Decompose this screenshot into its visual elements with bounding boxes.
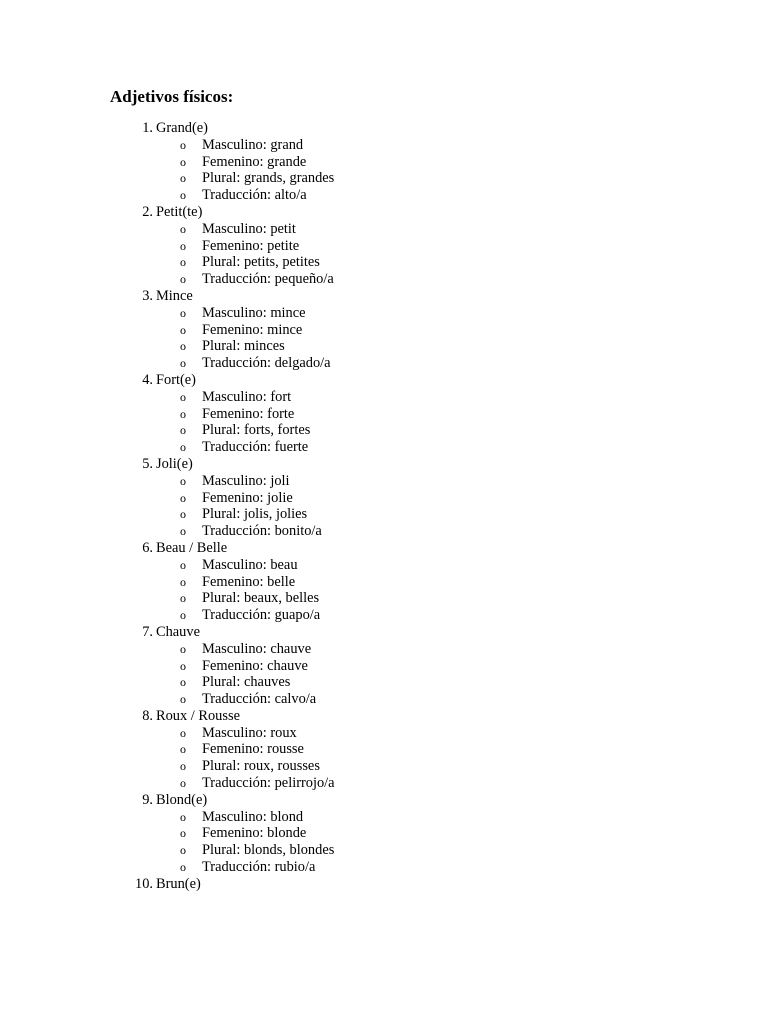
list-item [0, 204, 768, 288]
list-item-number: 9. [142, 791, 153, 808]
detail-item [0, 859, 768, 876]
detail-item [0, 741, 768, 758]
circle-bullet-icon: o [180, 742, 186, 757]
detail-text: Masculino: fort [202, 388, 292, 405]
circle-bullet-icon: o [180, 725, 186, 740]
detail-text: Plural: chauves [202, 674, 291, 691]
list-item-heading [0, 372, 768, 389]
detail-item [0, 170, 768, 187]
list-item-heading [0, 624, 768, 641]
detail-list [0, 557, 768, 624]
circle-bullet-icon: o [180, 339, 186, 354]
detail-item [0, 691, 768, 708]
circle-bullet-icon: o [180, 591, 186, 606]
detail-item [0, 506, 768, 523]
adjective-name: Roux / Rousse [156, 707, 240, 724]
list-item-number: 5. [142, 455, 153, 472]
circle-bullet-icon: o [180, 171, 186, 186]
detail-item [0, 523, 768, 540]
circle-bullet-icon: o [180, 490, 186, 505]
detail-item [0, 641, 768, 658]
detail-item [0, 389, 768, 406]
circle-bullet-icon: o [180, 692, 186, 707]
list-item-heading [0, 792, 768, 809]
detail-item [0, 137, 768, 154]
detail-list [0, 641, 768, 708]
detail-text: Masculino: joli [202, 472, 290, 489]
detail-text: Plural: minces [202, 338, 285, 355]
circle-bullet-icon: o [180, 255, 186, 270]
circle-bullet-icon: o [180, 473, 186, 488]
list-item-heading [0, 204, 768, 221]
list-item [0, 708, 768, 792]
detail-text: Plural: forts, fortes [202, 422, 311, 439]
circle-bullet-icon: o [180, 406, 186, 421]
circle-bullet-icon: o [180, 675, 186, 690]
detail-text: Femenino: jolie [202, 489, 293, 506]
detail-text: Femenino: petite [202, 237, 300, 254]
detail-item [0, 557, 768, 574]
detail-text: Traducción: rubio/a [202, 859, 316, 876]
detail-list [0, 137, 768, 204]
list-item-number: 10. [135, 875, 153, 892]
circle-bullet-icon: o [180, 809, 186, 824]
detail-item [0, 187, 768, 204]
detail-item [0, 154, 768, 171]
detail-item [0, 674, 768, 691]
list-item-heading [0, 288, 768, 305]
list-item [0, 792, 768, 876]
circle-bullet-icon: o [180, 524, 186, 539]
circle-bullet-icon: o [180, 356, 186, 371]
list-item-number: 3. [142, 287, 153, 304]
detail-list [0, 305, 768, 372]
detail-item [0, 607, 768, 624]
detail-item [0, 305, 768, 322]
circle-bullet-icon: o [180, 322, 186, 337]
list-item [0, 456, 768, 540]
detail-text: Traducción: pelirrojo/a [202, 775, 335, 792]
detail-list [0, 389, 768, 456]
detail-item [0, 842, 768, 859]
detail-text: Femenino: blonde [202, 825, 307, 842]
circle-bullet-icon: o [180, 389, 186, 404]
circle-bullet-icon: o [180, 137, 186, 152]
circle-bullet-icon: o [180, 843, 186, 858]
detail-text: Masculino: beau [202, 556, 298, 573]
adjective-list [0, 120, 768, 893]
list-item-number: 6. [142, 539, 153, 556]
detail-list [0, 725, 768, 792]
detail-text: Traducción: bonito/a [202, 523, 322, 540]
detail-text: Femenino: mince [202, 321, 303, 338]
list-item-heading [0, 876, 768, 893]
circle-bullet-icon: o [180, 759, 186, 774]
detail-list [0, 473, 768, 540]
adjective-name: Brun(e) [156, 875, 201, 892]
circle-bullet-icon: o [180, 608, 186, 623]
detail-text: Femenino: forte [202, 405, 295, 422]
detail-text: Masculino: grand [202, 136, 304, 153]
circle-bullet-icon: o [180, 440, 186, 455]
detail-item [0, 825, 768, 842]
circle-bullet-icon: o [180, 776, 186, 791]
adjective-name: Grand(e) [156, 120, 208, 136]
adjective-name: Fort(e) [156, 371, 196, 388]
list-item [0, 540, 768, 624]
circle-bullet-icon: o [180, 658, 186, 673]
detail-item [0, 422, 768, 439]
list-item-heading [0, 120, 768, 137]
circle-bullet-icon: o [180, 238, 186, 253]
detail-text: Femenino: grande [202, 153, 307, 170]
list-item [0, 624, 768, 708]
list-item-number: 1. [142, 120, 153, 136]
detail-text: Traducción: pequeño/a [202, 271, 334, 288]
circle-bullet-icon: o [180, 188, 186, 203]
document-title: Adjetivos físicos: [110, 87, 234, 106]
circle-bullet-icon: o [180, 557, 186, 572]
list-item-number: 7. [142, 623, 153, 640]
detail-item [0, 809, 768, 826]
detail-item [0, 406, 768, 423]
detail-text: Plural: grands, grandes [202, 170, 335, 187]
circle-bullet-icon: o [180, 641, 186, 656]
detail-item [0, 725, 768, 742]
list-item [0, 288, 768, 372]
circle-bullet-icon: o [180, 305, 186, 320]
detail-text: Plural: blonds, blondes [202, 842, 335, 859]
adjective-name: Petit(te) [156, 203, 203, 220]
detail-item [0, 254, 768, 271]
circle-bullet-icon: o [180, 826, 186, 841]
detail-item [0, 338, 768, 355]
detail-text: Traducción: calvo/a [202, 691, 317, 708]
detail-item [0, 758, 768, 775]
detail-text: Traducción: fuerte [202, 439, 309, 456]
adjective-name: Joli(e) [156, 455, 193, 472]
circle-bullet-icon: o [180, 574, 186, 589]
detail-text: Masculino: roux [202, 724, 297, 741]
circle-bullet-icon: o [180, 507, 186, 522]
list-item-number: 4. [142, 371, 153, 388]
detail-item [0, 490, 768, 507]
list-item-heading [0, 456, 768, 473]
list-item [0, 372, 768, 456]
circle-bullet-icon: o [180, 154, 186, 169]
detail-text: Masculino: chauve [202, 640, 312, 657]
detail-item [0, 322, 768, 339]
circle-bullet-icon: o [180, 423, 186, 438]
list-item-heading [0, 540, 768, 557]
detail-text: Masculino: blond [202, 808, 304, 825]
detail-text: Traducción: delgado/a [202, 355, 331, 372]
circle-bullet-icon: o [180, 272, 186, 287]
detail-text: Plural: roux, rousses [202, 758, 320, 775]
detail-item [0, 238, 768, 255]
list-item [0, 120, 768, 204]
detail-item [0, 221, 768, 238]
detail-item [0, 775, 768, 792]
list-item-number: 2. [142, 203, 153, 220]
detail-text: Plural: petits, petites [202, 254, 320, 271]
detail-list [0, 221, 768, 288]
circle-bullet-icon: o [180, 860, 186, 875]
adjective-name: Blond(e) [156, 791, 208, 808]
detail-text: Masculino: mince [202, 304, 306, 321]
list-item [0, 876, 768, 893]
list-item-number: 8. [142, 707, 153, 724]
detail-text: Femenino: rousse [202, 741, 304, 758]
detail-text: Femenino: chauve [202, 657, 308, 674]
detail-item [0, 574, 768, 591]
detail-item [0, 271, 768, 288]
detail-text: Masculino: petit [202, 220, 296, 237]
detail-text: Traducción: guapo/a [202, 607, 321, 624]
detail-text: Femenino: belle [202, 573, 296, 590]
circle-bullet-icon: o [180, 221, 186, 236]
adjective-name: Mince [156, 287, 193, 304]
detail-text: Plural: beaux, belles [202, 590, 320, 607]
detail-item [0, 473, 768, 490]
detail-item [0, 658, 768, 675]
detail-text: Plural: jolis, jolies [202, 506, 308, 523]
detail-list [0, 809, 768, 876]
detail-item [0, 355, 768, 372]
detail-text: Traducción: alto/a [202, 187, 307, 204]
detail-item [0, 590, 768, 607]
adjective-name: Chauve [156, 623, 200, 640]
adjective-name: Beau / Belle [156, 539, 228, 556]
detail-item [0, 439, 768, 456]
list-item-heading [0, 708, 768, 725]
